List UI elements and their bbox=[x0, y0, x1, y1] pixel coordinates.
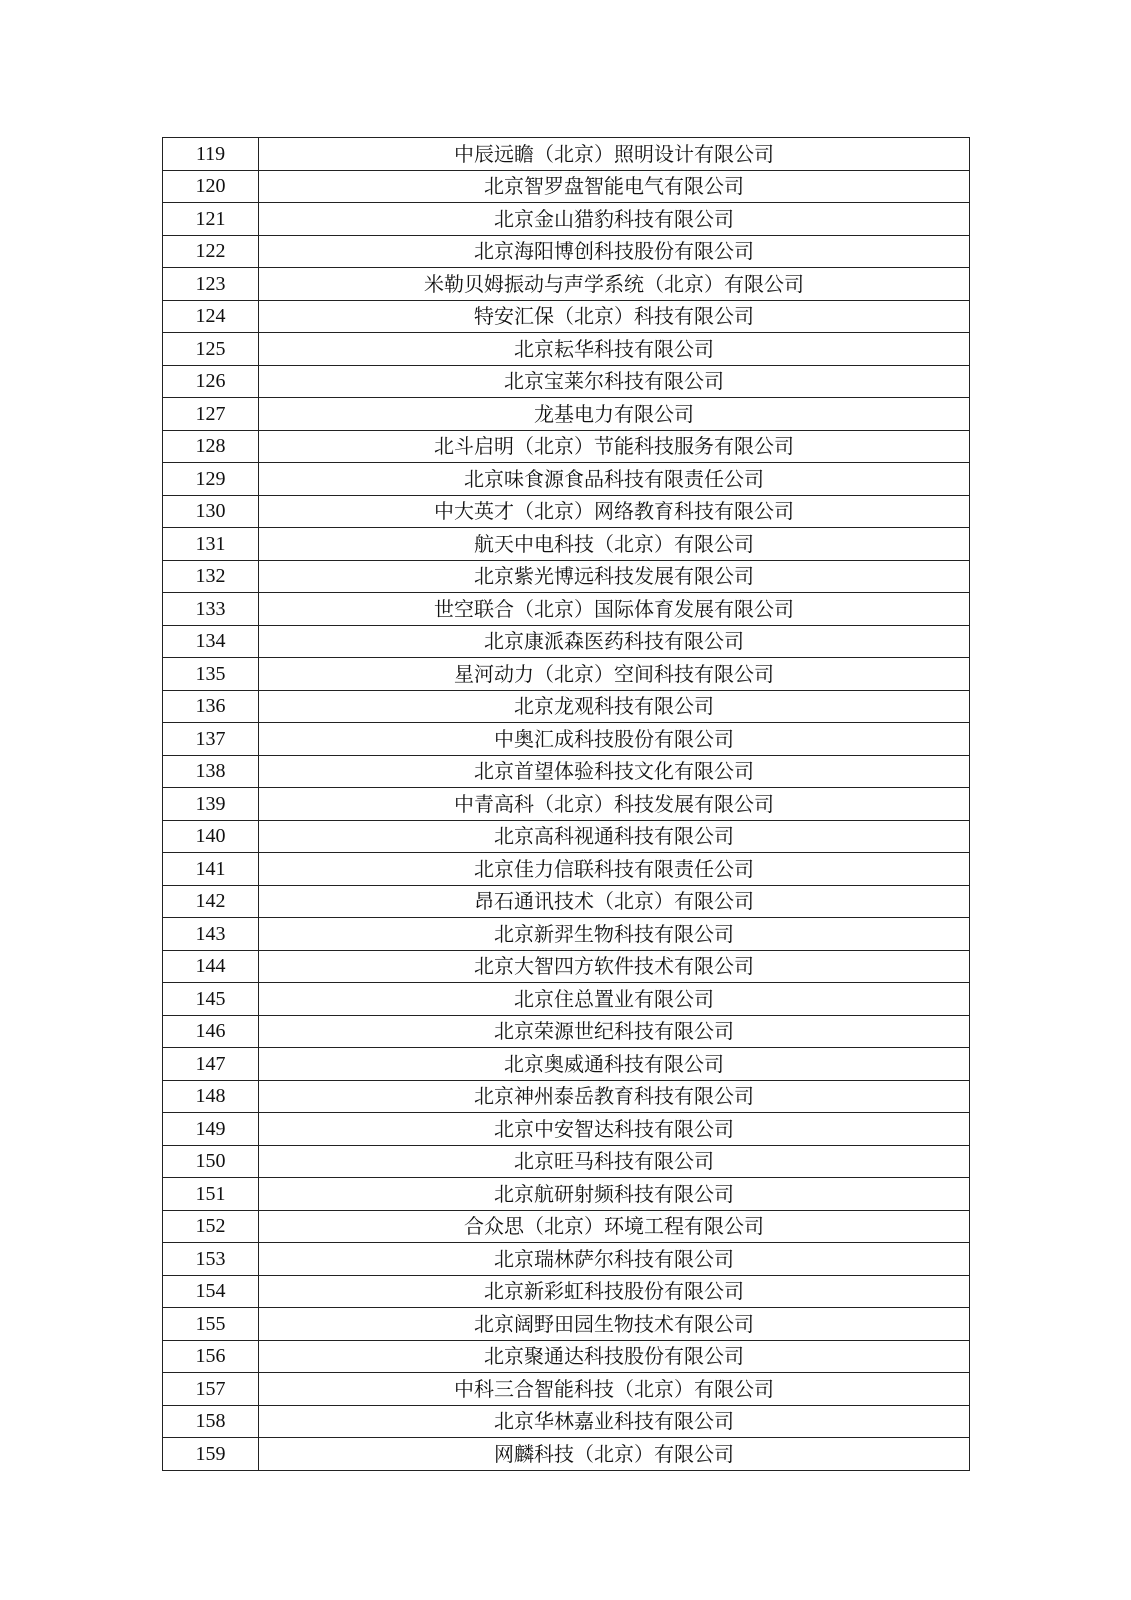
table-row bbox=[163, 658, 970, 691]
row-number-cell: 124 bbox=[163, 300, 259, 333]
company-name-cell: 中青高科（北京）科技发展有限公司 bbox=[259, 788, 970, 821]
row-number-cell: 137 bbox=[163, 723, 259, 756]
company-name-cell: 中科三合智能科技（北京）有限公司 bbox=[259, 1373, 970, 1406]
company-name-cell: 北京住总置业有限公司 bbox=[259, 983, 970, 1016]
company-name-cell: 北京龙观科技有限公司 bbox=[259, 690, 970, 723]
row-number-cell: 159 bbox=[163, 1438, 259, 1471]
table-row bbox=[163, 1210, 970, 1243]
table-row bbox=[163, 398, 970, 431]
company-name-cell: 昂石通讯技术（北京）有限公司 bbox=[259, 885, 970, 918]
table-row bbox=[163, 625, 970, 658]
row-number-cell: 156 bbox=[163, 1340, 259, 1373]
table-row bbox=[163, 950, 970, 983]
row-number-cell: 141 bbox=[163, 853, 259, 886]
company-name-cell: 北京金山猎豹科技有限公司 bbox=[259, 203, 970, 236]
row-number-cell: 130 bbox=[163, 495, 259, 528]
company-name-cell: 中辰远瞻（北京）照明设计有限公司 bbox=[259, 138, 970, 171]
company-name-cell: 北京康派森医药科技有限公司 bbox=[259, 625, 970, 658]
table-row bbox=[163, 983, 970, 1016]
table-row bbox=[163, 528, 970, 561]
row-number-cell: 153 bbox=[163, 1243, 259, 1276]
row-number-cell: 152 bbox=[163, 1210, 259, 1243]
row-number-cell: 138 bbox=[163, 755, 259, 788]
row-number-cell: 140 bbox=[163, 820, 259, 853]
company-name-cell: 北京高科视通科技有限公司 bbox=[259, 820, 970, 853]
table-row bbox=[163, 1113, 970, 1146]
row-number-cell: 158 bbox=[163, 1405, 259, 1438]
row-number-cell: 123 bbox=[163, 268, 259, 301]
company-name-cell: 北京阔野田园生物技术有限公司 bbox=[259, 1308, 970, 1341]
company-name-cell: 北京神州泰岳教育科技有限公司 bbox=[259, 1080, 970, 1113]
table-row bbox=[163, 918, 970, 951]
table-row bbox=[163, 560, 970, 593]
row-number-cell: 142 bbox=[163, 885, 259, 918]
table-row bbox=[163, 1243, 970, 1276]
table-row bbox=[163, 593, 970, 626]
row-number-cell: 139 bbox=[163, 788, 259, 821]
row-number-cell: 154 bbox=[163, 1275, 259, 1308]
table-row bbox=[163, 690, 970, 723]
row-number-cell: 132 bbox=[163, 560, 259, 593]
table-row bbox=[163, 430, 970, 463]
row-number-cell: 155 bbox=[163, 1308, 259, 1341]
company-name-cell: 特安汇保（北京）科技有限公司 bbox=[259, 300, 970, 333]
table-row bbox=[163, 300, 970, 333]
table-row bbox=[163, 1340, 970, 1373]
company-name-cell: 北京海阳博创科技股份有限公司 bbox=[259, 235, 970, 268]
row-number-cell: 143 bbox=[163, 918, 259, 951]
row-number-cell: 148 bbox=[163, 1080, 259, 1113]
company-name-cell: 北京味食源食品科技有限责任公司 bbox=[259, 463, 970, 496]
company-name-cell: 北京华林嘉业科技有限公司 bbox=[259, 1405, 970, 1438]
company-name-cell: 龙基电力有限公司 bbox=[259, 398, 970, 431]
company-name-cell: 北京瑞林萨尔科技有限公司 bbox=[259, 1243, 970, 1276]
company-name-cell: 航天中电科技（北京）有限公司 bbox=[259, 528, 970, 561]
company-name-cell: 北斗启明（北京）节能科技服务有限公司 bbox=[259, 430, 970, 463]
company-name-cell: 米勒贝姆振动与声学系统（北京）有限公司 bbox=[259, 268, 970, 301]
company-name-cell: 北京聚通达科技股份有限公司 bbox=[259, 1340, 970, 1373]
table-row bbox=[163, 820, 970, 853]
row-number-cell: 119 bbox=[163, 138, 259, 171]
table-row bbox=[163, 463, 970, 496]
company-name-cell: 北京耘华科技有限公司 bbox=[259, 333, 970, 366]
company-name-cell: 北京大智四方软件技术有限公司 bbox=[259, 950, 970, 983]
company-name-cell: 星河动力（北京）空间科技有限公司 bbox=[259, 658, 970, 691]
table-row bbox=[163, 1178, 970, 1211]
row-number-cell: 151 bbox=[163, 1178, 259, 1211]
company-name-cell: 北京智罗盘智能电气有限公司 bbox=[259, 170, 970, 203]
table-row bbox=[163, 1275, 970, 1308]
table-row bbox=[163, 235, 970, 268]
company-name-cell: 北京中安智达科技有限公司 bbox=[259, 1113, 970, 1146]
row-number-cell: 131 bbox=[163, 528, 259, 561]
table-row bbox=[163, 138, 970, 171]
row-number-cell: 149 bbox=[163, 1113, 259, 1146]
table-row bbox=[163, 885, 970, 918]
company-name-cell: 中大英才（北京）网络教育科技有限公司 bbox=[259, 495, 970, 528]
company-name-cell: 北京新彩虹科技股份有限公司 bbox=[259, 1275, 970, 1308]
company-name-cell: 北京旺马科技有限公司 bbox=[259, 1145, 970, 1178]
row-number-cell: 136 bbox=[163, 690, 259, 723]
row-number-cell: 133 bbox=[163, 593, 259, 626]
row-number-cell: 129 bbox=[163, 463, 259, 496]
company-name-cell: 世空联合（北京）国际体育发展有限公司 bbox=[259, 593, 970, 626]
row-number-cell: 121 bbox=[163, 203, 259, 236]
company-name-cell: 北京航研射频科技有限公司 bbox=[259, 1178, 970, 1211]
row-number-cell: 120 bbox=[163, 170, 259, 203]
company-name-cell: 合众思（北京）环境工程有限公司 bbox=[259, 1210, 970, 1243]
table-row bbox=[163, 1438, 970, 1471]
table-row bbox=[163, 723, 970, 756]
table-row bbox=[163, 170, 970, 203]
row-number-cell: 122 bbox=[163, 235, 259, 268]
table-row bbox=[163, 333, 970, 366]
table-row bbox=[163, 1048, 970, 1081]
company-name-cell: 北京新羿生物科技有限公司 bbox=[259, 918, 970, 951]
row-number-cell: 128 bbox=[163, 430, 259, 463]
table-row bbox=[163, 203, 970, 236]
company-name-cell: 北京奥威通科技有限公司 bbox=[259, 1048, 970, 1081]
table-row bbox=[163, 365, 970, 398]
table-row bbox=[163, 1145, 970, 1178]
row-number-cell: 144 bbox=[163, 950, 259, 983]
row-number-cell: 126 bbox=[163, 365, 259, 398]
table-row bbox=[163, 1080, 970, 1113]
table-row bbox=[163, 1373, 970, 1406]
table-row bbox=[163, 788, 970, 821]
row-number-cell: 150 bbox=[163, 1145, 259, 1178]
row-number-cell: 147 bbox=[163, 1048, 259, 1081]
company-name-cell: 中奥汇成科技股份有限公司 bbox=[259, 723, 970, 756]
table-row bbox=[163, 495, 970, 528]
row-number-cell: 135 bbox=[163, 658, 259, 691]
row-number-cell: 127 bbox=[163, 398, 259, 431]
table-row bbox=[163, 268, 970, 301]
row-number-cell: 125 bbox=[163, 333, 259, 366]
company-name-cell: 北京宝莱尔科技有限公司 bbox=[259, 365, 970, 398]
table-row bbox=[163, 1015, 970, 1048]
row-number-cell: 134 bbox=[163, 625, 259, 658]
company-name-cell: 北京首望体验科技文化有限公司 bbox=[259, 755, 970, 788]
table-row bbox=[163, 1405, 970, 1438]
row-number-cell: 157 bbox=[163, 1373, 259, 1406]
row-number-cell: 146 bbox=[163, 1015, 259, 1048]
company-name-cell: 网麟科技（北京）有限公司 bbox=[259, 1438, 970, 1471]
row-number-cell: 145 bbox=[163, 983, 259, 1016]
company-name-cell: 北京紫光博远科技发展有限公司 bbox=[259, 560, 970, 593]
table-row bbox=[163, 755, 970, 788]
table-row bbox=[163, 853, 970, 886]
table-row bbox=[163, 1308, 970, 1341]
company-name-cell: 北京佳力信联科技有限责任公司 bbox=[259, 853, 970, 886]
table-body bbox=[163, 138, 970, 1471]
company-name-cell: 北京荣源世纪科技有限公司 bbox=[259, 1015, 970, 1048]
company-list-table bbox=[162, 137, 970, 1471]
